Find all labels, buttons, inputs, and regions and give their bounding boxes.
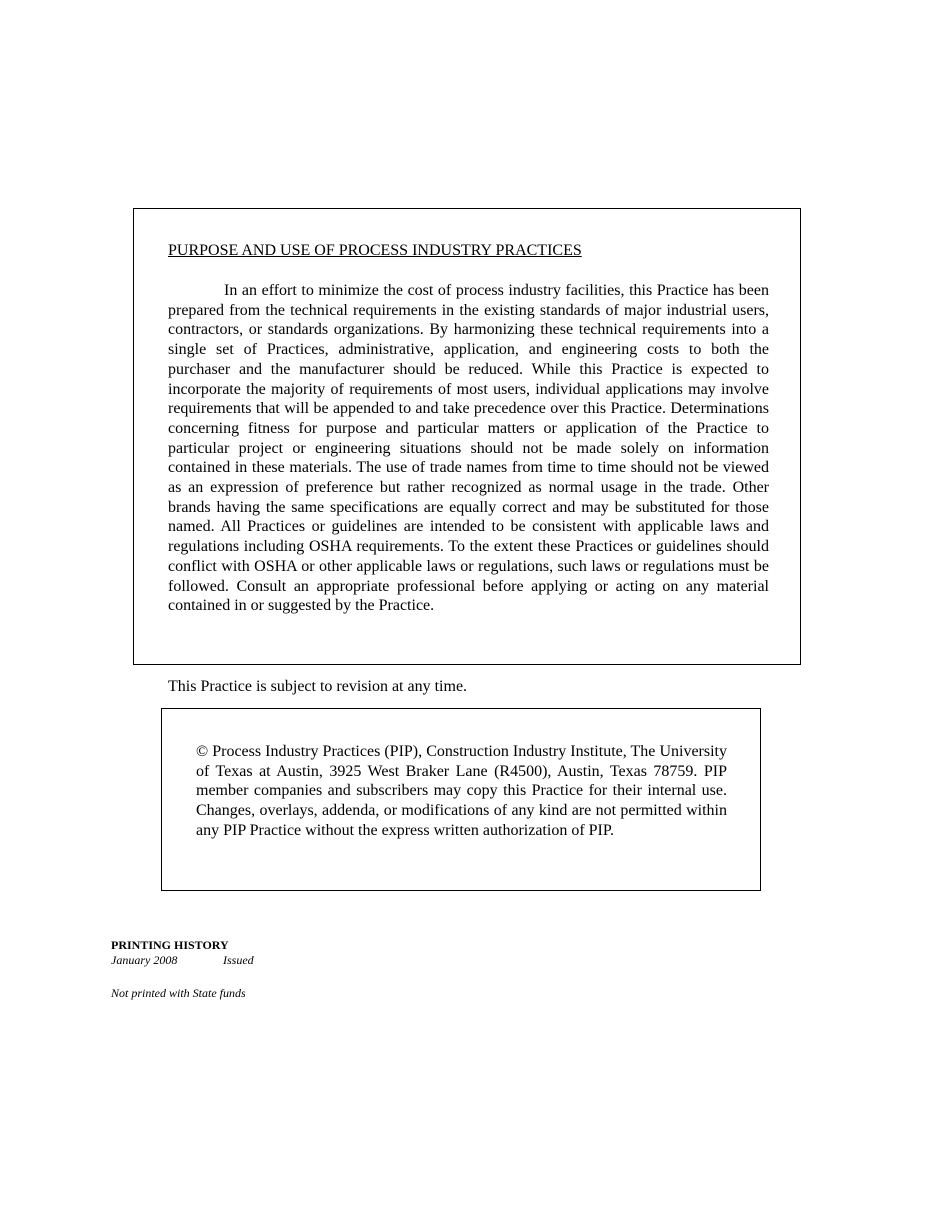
printing-history-date: January 2008 [111, 953, 178, 967]
funds-note: Not printed with State funds [111, 986, 246, 1000]
printing-history-title: PRINTING HISTORY [111, 938, 229, 952]
revision-note: This Practice is subject to revision at any time. [168, 678, 468, 695]
purpose-box [133, 208, 801, 665]
printing-history-status: Issued [223, 953, 254, 967]
copyright-text: © Process Industry Practices (PIP), Construction Industry Institute, The University of Texas at Austin, 3925 West Braker Lane (R4500), Austin, Texas 78759. PIP member companies and subscribers may copy this Practice for their internal use. Changes, overlays, addenda, or modifications of any kind are not permitted within any PIP Practice without the express written authorization of PIP. [196, 743, 727, 839]
purpose-body: In an effort to minimize the cost of process industry facilities, this Practice has been prepared from the technical requirements in the existing standards of major industrial users, contractors, or standards organizations. By harmonizing these technical requirements into a single set of Practices, administrative, application, and engineering costs to both the purchaser and the manufacturer should be reduced. While this Practice is expected to incorporate the majority of requirements of most users, individual applications may involve requirements that will be appended to and take precedence over this Practice. Determinations concerning fitness for purpose and particular matters or application of the Practice to particular project or engineering situations should not be made solely on information contained in these materials. The use of trade names from time to time should not be viewed as an expression of preference but rather recognized as normal usage in the trade. Other brands having the same specifications are equally correct and may be substituted for those named. All Practices or guidelines are intended to be consistent with applicable laws and regulations including OSHA requirements. To the extent these Practices or guidelines should conflict with OSHA or other applicable laws or regulations, such laws or regulations must be followed. Consult an appropriate professional before applying or acting on any material contained in or suggested by the Practice. [168, 282, 769, 615]
purpose-heading: PURPOSE AND USE OF PROCESS INDUSTRY PRACTICES [168, 242, 582, 259]
copyright-box [161, 708, 761, 891]
